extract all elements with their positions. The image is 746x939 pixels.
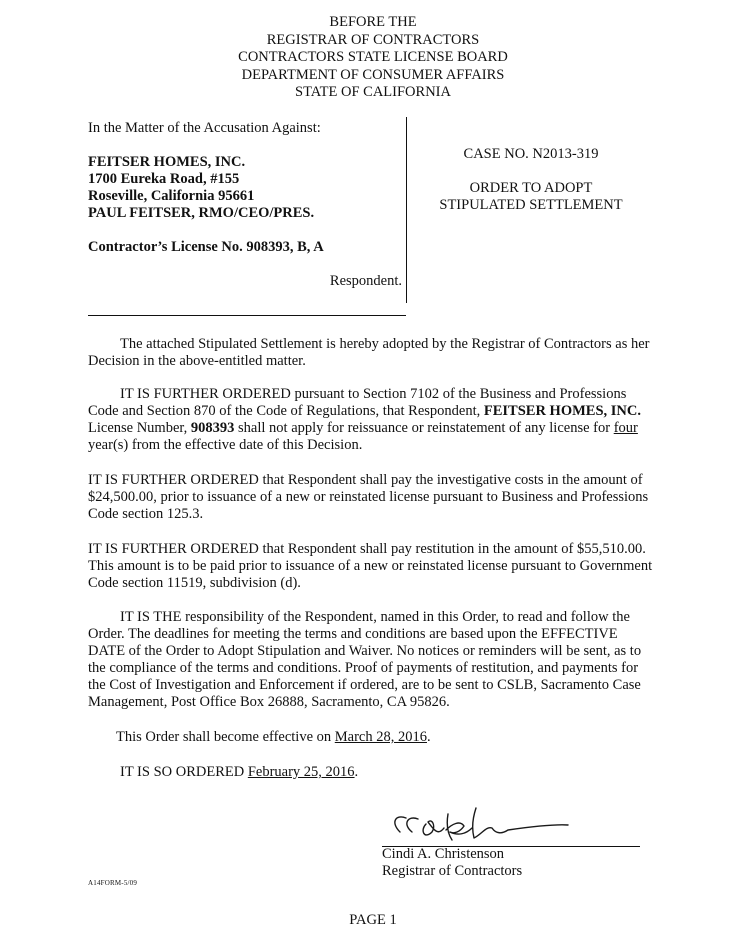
header-line: CONTRACTORS STATE LICENSE BOARD — [238, 49, 508, 65]
license-number: 908393 — [190, 420, 235, 436]
document-header — [0, 14, 746, 102]
company-name: FEITSER HOMES, INC. — [483, 403, 641, 419]
respondent-label: Respondent. — [329, 273, 402, 289]
caption-divider-horizontal — [88, 315, 406, 316]
respondent-name: FEITSER HOMES, INC. — [88, 154, 246, 170]
years-term: four — [613, 420, 638, 436]
form-code: A14FORM-5/09 — [88, 879, 138, 887]
order-title-line: STIPULATED SETTLEMENT — [439, 197, 623, 213]
header-line: BEFORE THE — [329, 14, 417, 30]
caption-divider-vertical — [406, 117, 407, 303]
respondent-city: Roseville, California 95661 — [88, 188, 255, 204]
respondent-address: 1700 Eureka Road, #155 — [88, 171, 240, 187]
ordered-date: February 25, 2016 — [247, 764, 355, 780]
paragraph-license-order: IT IS FURTHER ORDERED pursuant to Section 7102 of the Business and Professions Code and Section 870 of the Code of Regulations, that Respondent, FEITSER HOMES, INC. License Number, 908393 shall not apply for reissuance or reinstatement of any license for four year(s) from the effective date of this Decision. — [88, 386, 641, 453]
header-line: DEPARTMENT OF CONSUMER AFFAIRS — [241, 66, 505, 83]
paragraph-restitution: IT IS FURTHER ORDERED that Respondent shall pay restitution in the amount of $55,510.00. This amount is to be paid prior to issuance of a new or reinstated license pursuant to Government Code section 11519, subdivision (d). — [88, 541, 653, 591]
paragraph-responsibility: IT IS THE responsibility of the Respondent, named in this Order, to read and follow the Order. The deadlines for meeting the terms and conditions are based upon the EFFECTIVE DATE of the Order to Adopt Stipulation and Waiver. No notices or reminders will be sent, as to the compliance of the terms and conditions. Proof of payments of restitution, and payments for the Cost of Investigation and Enforcement if ordered, are to be sent to CSLB, Sacramento Case Management, Post Office Box 26888, Sacramento, CA 95826. — [88, 609, 642, 710]
matter-line: In the Matter of the Accusation Against: — [88, 120, 321, 136]
effective-date-line: This Order shall become effective on March 28, 2016. — [116, 729, 431, 745]
license-line: Contractor’s License No. 908393, B, A — [88, 239, 324, 255]
ordered-date-line: IT IS SO ORDERED February 25, 2016. — [120, 764, 359, 780]
paragraph-investigative-costs: IT IS FURTHER ORDERED that Respondent shall pay the investigative costs in the amount of $24,500.00, prior to issuance of a new or reinstated license pursuant to Business and Professions Code section 125.3. — [88, 472, 649, 522]
respondent-officer: PAUL FEITSER, RMO/CEO/PRES. — [88, 205, 315, 221]
paragraph-adoption: The attached Stipulated Settlement is hereby adopted by the Registrar of Contractors as her Decision in the above-entitled matter. — [88, 336, 650, 369]
signer-title: Registrar of Contractors — [382, 863, 523, 879]
effective-date: March 28, 2016 — [334, 729, 427, 745]
case-block — [408, 146, 654, 214]
signer-name: Cindi A. Christenson — [382, 846, 505, 862]
page-number: PAGE 1 — [349, 912, 397, 928]
case-number: CASE NO. N2013-319 — [463, 146, 599, 162]
header-line: STATE OF CALIFORNIA — [295, 84, 451, 100]
order-title-line: ORDER TO ADOPT — [469, 180, 593, 196]
handwritten-signature — [382, 800, 642, 850]
header-line: REGISTRAR OF CONTRACTORS — [266, 31, 480, 48]
caption-block — [88, 120, 404, 290]
signer-block — [382, 846, 522, 880]
